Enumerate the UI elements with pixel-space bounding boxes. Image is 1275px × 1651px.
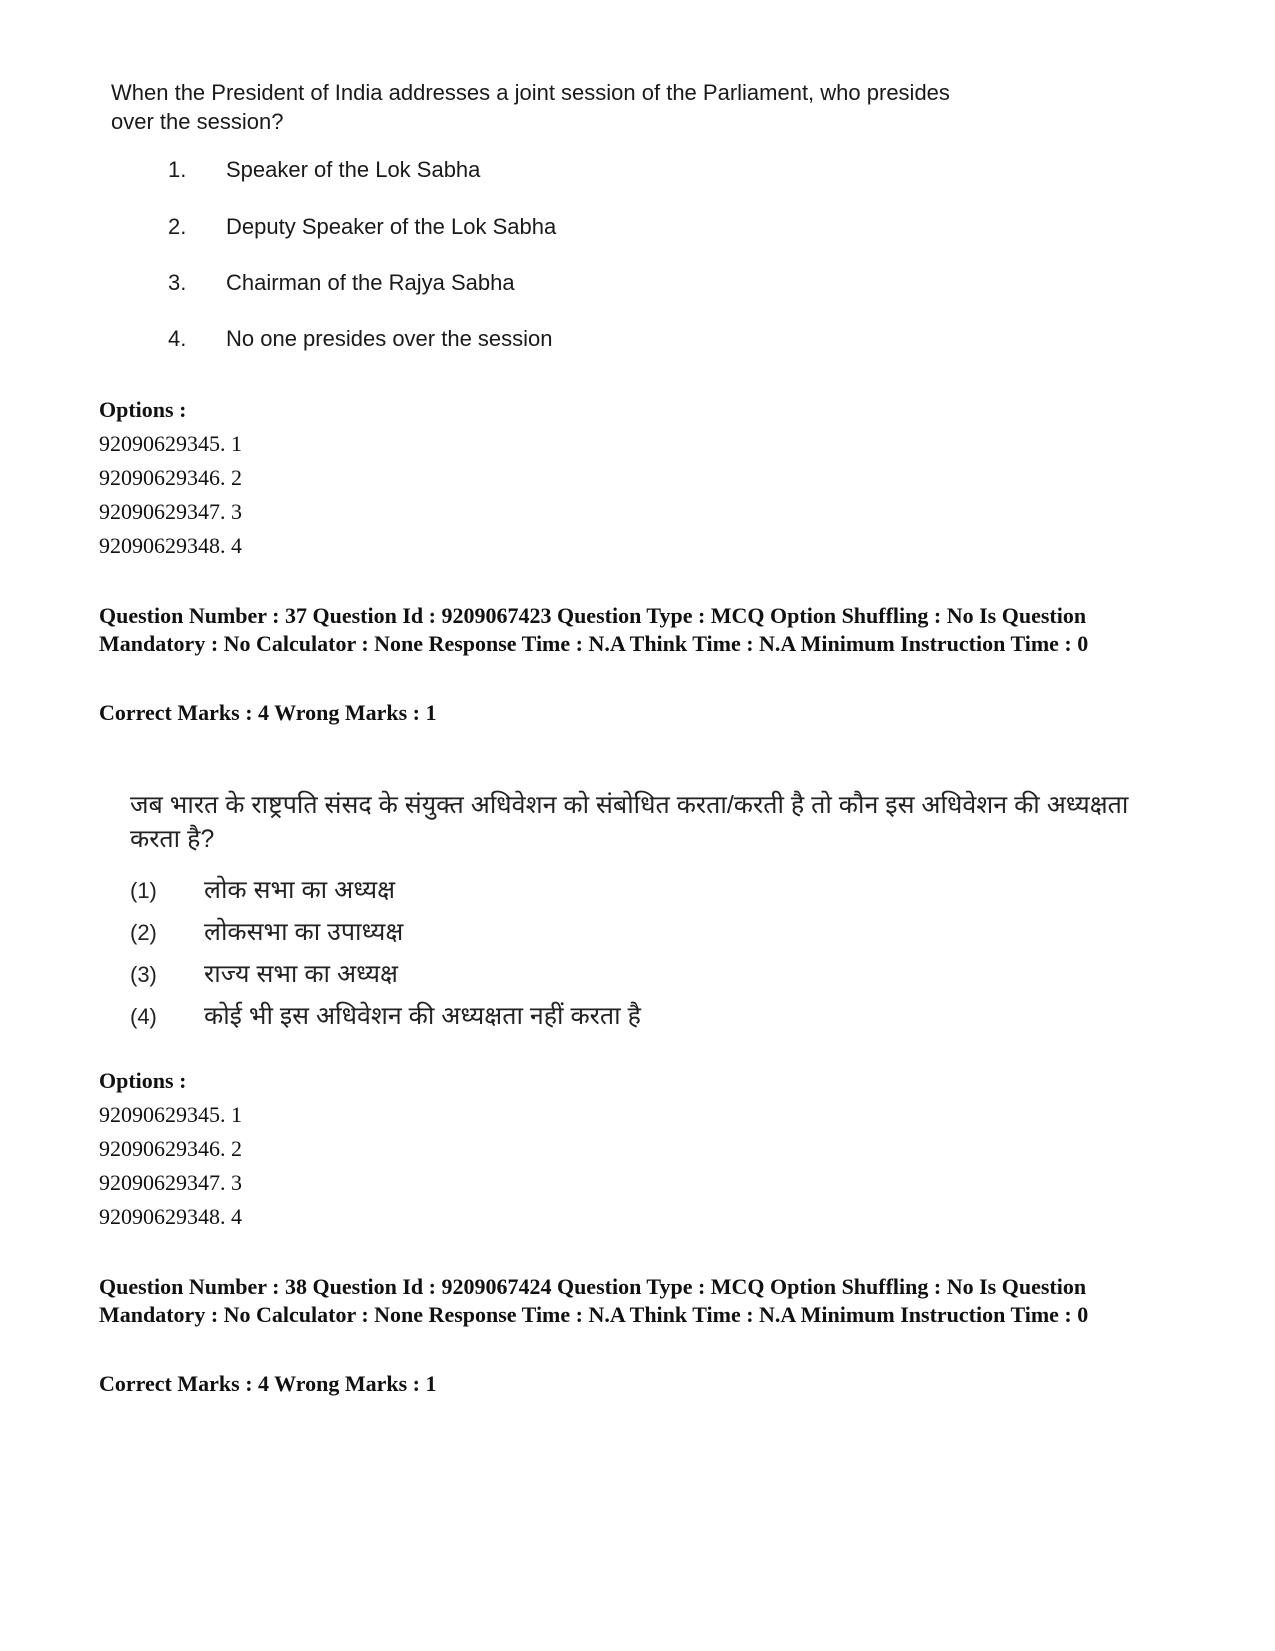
question-text-hindi: जब भारत के राष्ट्रपति संसद के संयुक्त अधिवेशन को संबोधित करता/करती है तो कौन इस अधिवेशन की अध्यक्षता करता है?: [130, 791, 1129, 853]
english-option-2: [168, 214, 556, 240]
english-option-3: [168, 270, 515, 296]
option-text: Chairman of the Rajya Sabha: [226, 270, 515, 295]
option-number: (1): [130, 878, 157, 903]
option-number: (3): [130, 962, 157, 987]
hindi-option-3: [130, 956, 398, 990]
option-id-row: 92090629347. 3: [99, 499, 242, 524]
option-id-row: 92090629346. 2: [99, 1136, 242, 1161]
options-heading: Options :: [99, 397, 187, 422]
option-id-row: 92090629345. 1: [99, 431, 242, 456]
question-text-english: When the President of India addresses a joint session of the Parliament, who presides over the session?: [111, 80, 950, 134]
option-number: 2.: [168, 214, 187, 239]
option-number: 4.: [168, 326, 187, 351]
option-id-row: 92090629348. 4: [99, 533, 242, 558]
option-text: Speaker of the Lok Sabha: [226, 157, 481, 182]
question-meta-37: Question Number : 37 Question Id : 9209067423 Question Type : MCQ Option Shuffling : No Is Question Mandatory : No Calculator : None Response Time : N.A Think Time : N.A Minimum Instruction Time : 0: [99, 603, 1089, 656]
option-id-row: 92090629346. 2: [99, 465, 242, 490]
option-text: Deputy Speaker of the Lok Sabha: [226, 214, 557, 239]
option-id-row: 92090629347. 3: [99, 1170, 242, 1195]
options-list-1: [99, 393, 242, 563]
option-number: (4): [130, 1004, 157, 1029]
options-list-2: [99, 1064, 242, 1234]
option-text: कोई भी इस अधिवेशन की अध्यक्षता नहीं करता है: [204, 1002, 641, 1030]
option-text: लोकसभा का उपाध्यक्ष: [204, 918, 404, 946]
option-text: राज्य सभा का अध्यक्ष: [204, 960, 398, 988]
hindi-option-1: [130, 872, 395, 906]
option-number: 1.: [168, 157, 187, 182]
option-number: (2): [130, 920, 157, 945]
option-id-row: 92090629345. 1: [99, 1102, 242, 1127]
option-text: लोक सभा का अध्यक्ष: [204, 876, 396, 904]
english-option-4: [168, 326, 553, 352]
marks-38: Correct Marks : 4 Wrong Marks : 1: [99, 1371, 437, 1396]
option-text: No one presides over the session: [226, 326, 553, 351]
option-id-row: 92090629348. 4: [99, 1204, 242, 1229]
question-meta-38: Question Number : 38 Question Id : 9209067424 Question Type : MCQ Option Shuffling : No Is Question Mandatory : No Calculator : None Response Time : N.A Think Time : N.A Minimum Instruction Time : 0: [99, 1274, 1089, 1327]
options-heading: Options :: [99, 1068, 187, 1093]
hindi-option-4: [130, 998, 641, 1032]
english-option-1: [168, 157, 480, 183]
hindi-option-2: [130, 914, 403, 948]
marks-37: Correct Marks : 4 Wrong Marks : 1: [99, 700, 437, 725]
option-number: 3.: [168, 270, 187, 295]
